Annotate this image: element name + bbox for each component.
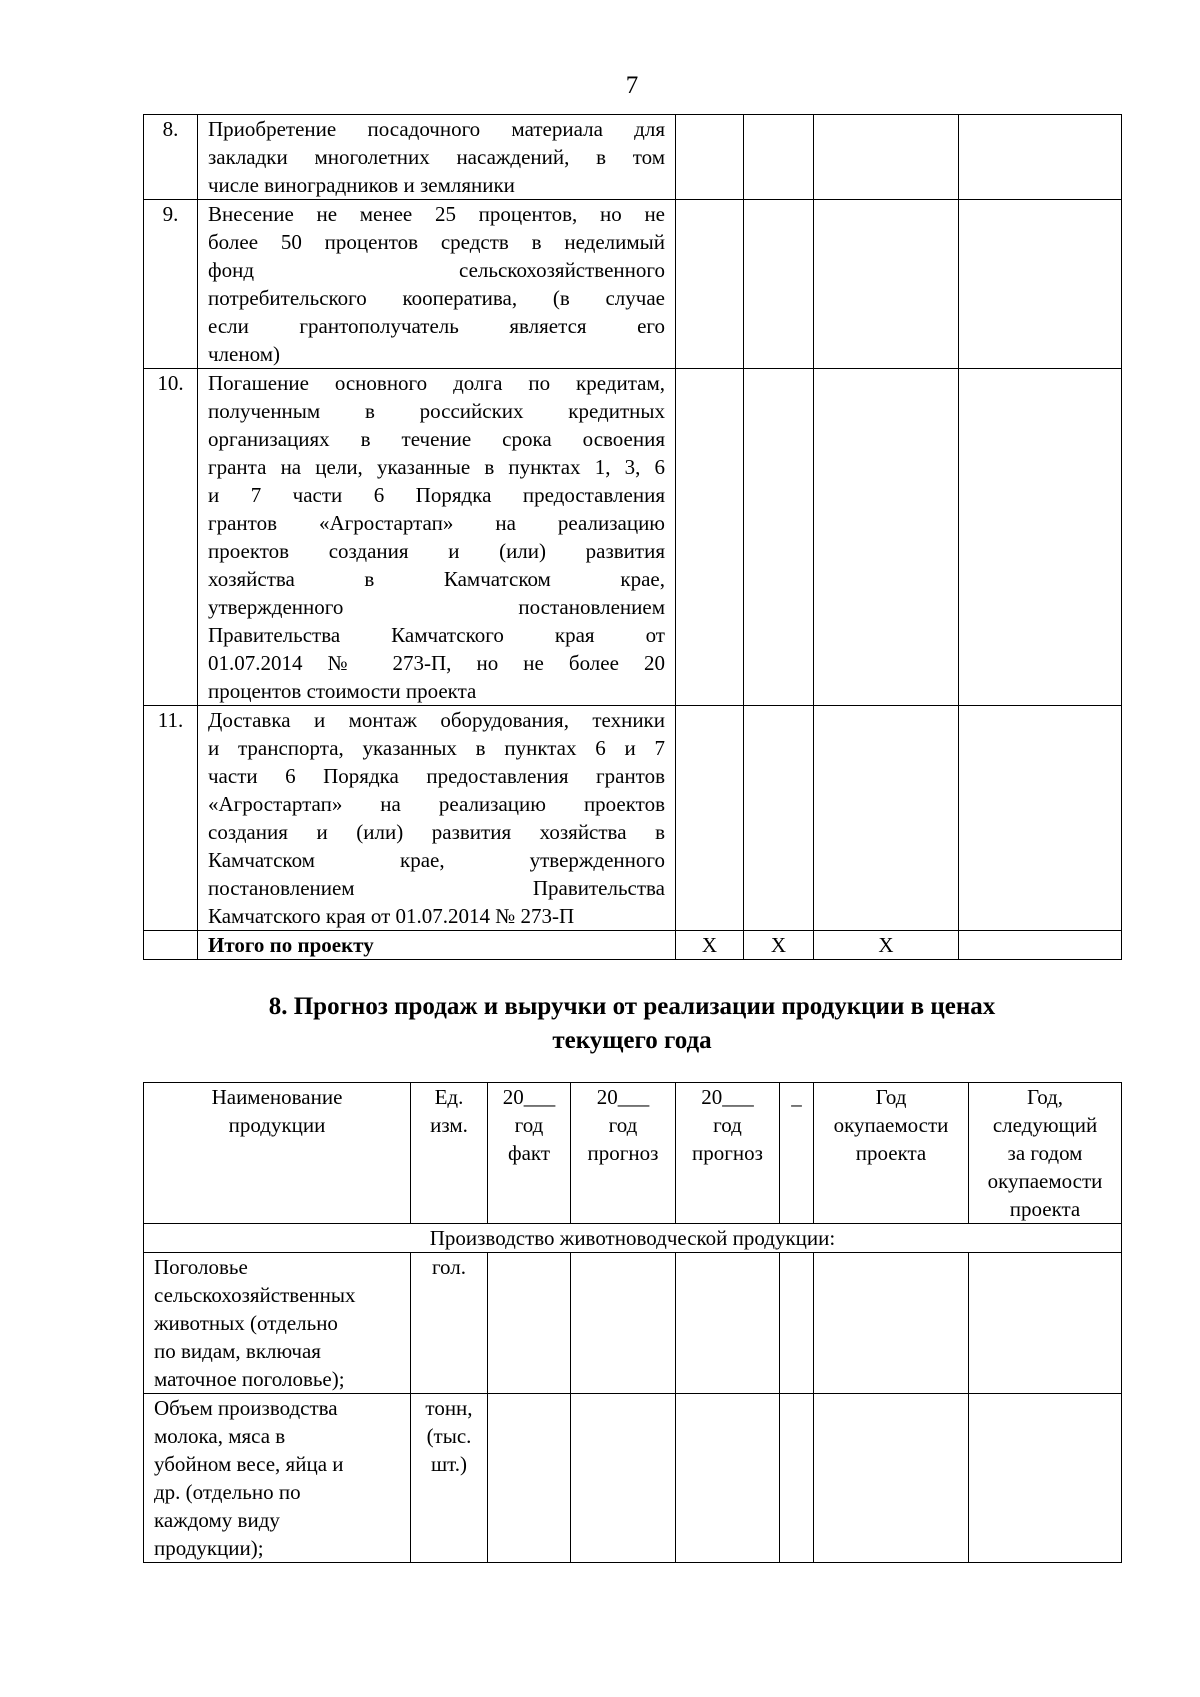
- text-line: Объем производства: [154, 1396, 338, 1420]
- empty-cell: [780, 1253, 814, 1394]
- empty-cell: [744, 369, 814, 706]
- product-name: [144, 1253, 411, 1394]
- header-line: изм.: [430, 1113, 468, 1137]
- section-title: [143, 990, 1121, 1058]
- total-row: [144, 931, 1122, 960]
- text-line: др. (отдельно по: [154, 1480, 301, 1504]
- text-line: Поголовье: [154, 1255, 248, 1279]
- header-line: Год,: [1026, 1085, 1064, 1109]
- empty-cell: [814, 1253, 969, 1394]
- header-line: окупаемости: [987, 1169, 1103, 1193]
- row-description: [198, 115, 676, 200]
- row-number: 8.: [144, 115, 198, 200]
- product-name: [144, 1394, 411, 1563]
- text-line: продукции);: [154, 1536, 264, 1560]
- header-placeholder: [780, 1083, 814, 1224]
- empty-cell: [959, 931, 1122, 960]
- table-row: [144, 706, 1122, 931]
- text-line: Доставка и монтаж оборудования, техники: [208, 708, 665, 732]
- empty-cell: [814, 200, 959, 369]
- text-line: сельскохозяйственных: [154, 1283, 356, 1307]
- empty-cell: [814, 369, 959, 706]
- text-line: процентов стоимости проекта: [208, 679, 477, 703]
- empty-cell: [676, 706, 744, 931]
- empty-cell: [959, 706, 1122, 931]
- empty-cell: [744, 200, 814, 369]
- header-year-forecast: [571, 1083, 676, 1224]
- sales-forecast-table: [143, 1082, 1122, 1563]
- empty-cell: [814, 706, 959, 931]
- header-line: год: [608, 1113, 638, 1137]
- table-row: [144, 115, 1122, 200]
- header-line: год: [514, 1113, 544, 1137]
- row-description: [198, 369, 676, 706]
- text-line: и транспорта, указанных в пунктах 6 и 7: [208, 736, 665, 760]
- header-line: 20___: [701, 1085, 754, 1109]
- empty-cell: [676, 1253, 780, 1394]
- total-mark: Х: [676, 931, 744, 960]
- text-line: «Агростартап» на реализацию проектов: [208, 792, 665, 816]
- table-row: [144, 1253, 1122, 1394]
- empty-cell: [814, 1394, 969, 1563]
- text-line: членом): [208, 342, 280, 366]
- text-line: Приобретение посадочного материала для: [208, 117, 665, 141]
- text-line: убойном весе, яйца и: [154, 1452, 344, 1476]
- table-row: [144, 369, 1122, 706]
- empty-cell: [676, 115, 744, 200]
- text-line: Внесение не менее 25 процентов, но не: [208, 202, 665, 226]
- text-line: постановлением Правительства: [208, 876, 665, 900]
- header-line: Год: [875, 1085, 907, 1109]
- row-description: [198, 706, 676, 931]
- section-title-line: текущего года: [552, 1027, 712, 1054]
- text-line: более 50 процентов средств в неделимый: [208, 230, 665, 254]
- header-product-name: [144, 1083, 411, 1224]
- product-unit: [411, 1394, 488, 1563]
- text-line: Правительства Камчатского края от: [208, 623, 665, 647]
- header-payback-year: [814, 1083, 969, 1224]
- header-line: _: [791, 1085, 802, 1109]
- header-year-forecast: [676, 1083, 780, 1224]
- empty-cell: [488, 1253, 571, 1394]
- text-line: фонд сельскохозяйственного: [208, 258, 665, 282]
- text-line: полученным в российских кредитных: [208, 399, 665, 423]
- page-number: 7: [625, 72, 639, 99]
- section-title-line: 8. Прогноз продаж и выручки от реализации продукции в ценах: [268, 993, 996, 1020]
- section-row: [144, 1224, 1122, 1253]
- text-line: (тыс.: [426, 1424, 472, 1448]
- total-label: Итого по проекту: [198, 931, 676, 960]
- empty-cell: [959, 115, 1122, 200]
- text-line: организациях в течение срока освоения: [208, 427, 665, 451]
- empty-cell: [969, 1253, 1122, 1394]
- text-line: тонн,: [425, 1396, 473, 1420]
- table-row: [144, 200, 1122, 369]
- empty-cell: [959, 200, 1122, 369]
- text-line: числе виноградников и земляники: [208, 173, 515, 197]
- header-line: год: [713, 1113, 742, 1137]
- text-line: части 6 Порядка предоставления грантов: [208, 764, 665, 788]
- header-line: окупаемости: [833, 1113, 949, 1137]
- header-line: 20___: [502, 1085, 556, 1109]
- row-description: [198, 200, 676, 369]
- total-mark: Х: [814, 931, 959, 960]
- text-line: по видам, включая: [154, 1339, 321, 1363]
- empty-cell: [571, 1394, 676, 1563]
- text-line: проектов создания и (или) развития: [208, 539, 665, 563]
- text-line: гол.: [431, 1255, 467, 1279]
- header-row: [144, 1083, 1122, 1224]
- header-line: Ед.: [434, 1085, 464, 1109]
- text-line: грантов «Агростартап» на реализацию: [208, 511, 665, 535]
- text-line: и 7 части 6 Порядка предоставления: [208, 483, 665, 507]
- header-line: продукции: [228, 1113, 326, 1137]
- text-line: Камчатского края от 01.07.2014 № 273-П: [208, 904, 575, 928]
- text-line: 01.07.2014 № 273-П, но не более 20: [208, 651, 665, 675]
- header-line: проекта: [855, 1141, 927, 1165]
- product-unit: [411, 1253, 488, 1394]
- empty-cell: [959, 369, 1122, 706]
- empty-cell: [676, 200, 744, 369]
- text-line: животных (отдельно: [154, 1311, 338, 1335]
- header-line: 20___: [596, 1085, 650, 1109]
- header-line: факт: [507, 1141, 551, 1165]
- empty-cell: [676, 369, 744, 706]
- empty-cell: [488, 1394, 571, 1563]
- empty-cell: [676, 1394, 780, 1563]
- empty-cell: [571, 1253, 676, 1394]
- row-number: 11.: [144, 706, 198, 931]
- table-row: [144, 1394, 1122, 1563]
- empty-cell: [744, 706, 814, 931]
- empty-cell: [144, 931, 198, 960]
- empty-cell: [969, 1394, 1122, 1563]
- empty-cell: [780, 1394, 814, 1563]
- header-unit: [411, 1083, 488, 1224]
- text-line: утвержденного постановлением: [208, 595, 665, 619]
- section-label: Производство животноводческой продукции:: [144, 1224, 1122, 1253]
- text-line: шт.): [430, 1452, 467, 1476]
- header-line: прогноз: [692, 1141, 763, 1165]
- text-line: потребительского кооператива, (в случае: [208, 286, 665, 310]
- text-line: гранта на цели, указанные в пунктах 1, 3, 6: [208, 455, 665, 479]
- header-year-fact: [488, 1083, 571, 1224]
- empty-cell: [814, 115, 959, 200]
- header-line: прогноз: [587, 1141, 659, 1165]
- header-line: проекта: [1009, 1197, 1081, 1221]
- text-line: хозяйства в Камчатском крае,: [208, 567, 665, 591]
- header-line: Наименование: [211, 1085, 343, 1109]
- text-line: маточное поголовье);: [154, 1367, 345, 1391]
- text-line: Камчатском крае, утвержденного: [208, 848, 665, 872]
- expenses-table: [143, 114, 1122, 960]
- total-mark: Х: [744, 931, 814, 960]
- header-line: за годом: [1007, 1141, 1083, 1165]
- empty-cell: [744, 115, 814, 200]
- text-line: Погашение основного долга по кредитам,: [208, 371, 665, 395]
- text-line: молока, мяса в: [154, 1424, 286, 1448]
- header-year-after-payback: [969, 1083, 1122, 1224]
- text-line: каждому виду: [154, 1508, 280, 1532]
- header-line: следующий: [992, 1113, 1098, 1137]
- row-number: 9.: [144, 200, 198, 369]
- row-number: 10.: [144, 369, 198, 706]
- text-line: закладки многолетних насаждений, в том: [208, 145, 665, 169]
- text-line: создания и (или) развития хозяйства в: [208, 820, 665, 844]
- text-line: если грантополучатель является его: [208, 314, 665, 338]
